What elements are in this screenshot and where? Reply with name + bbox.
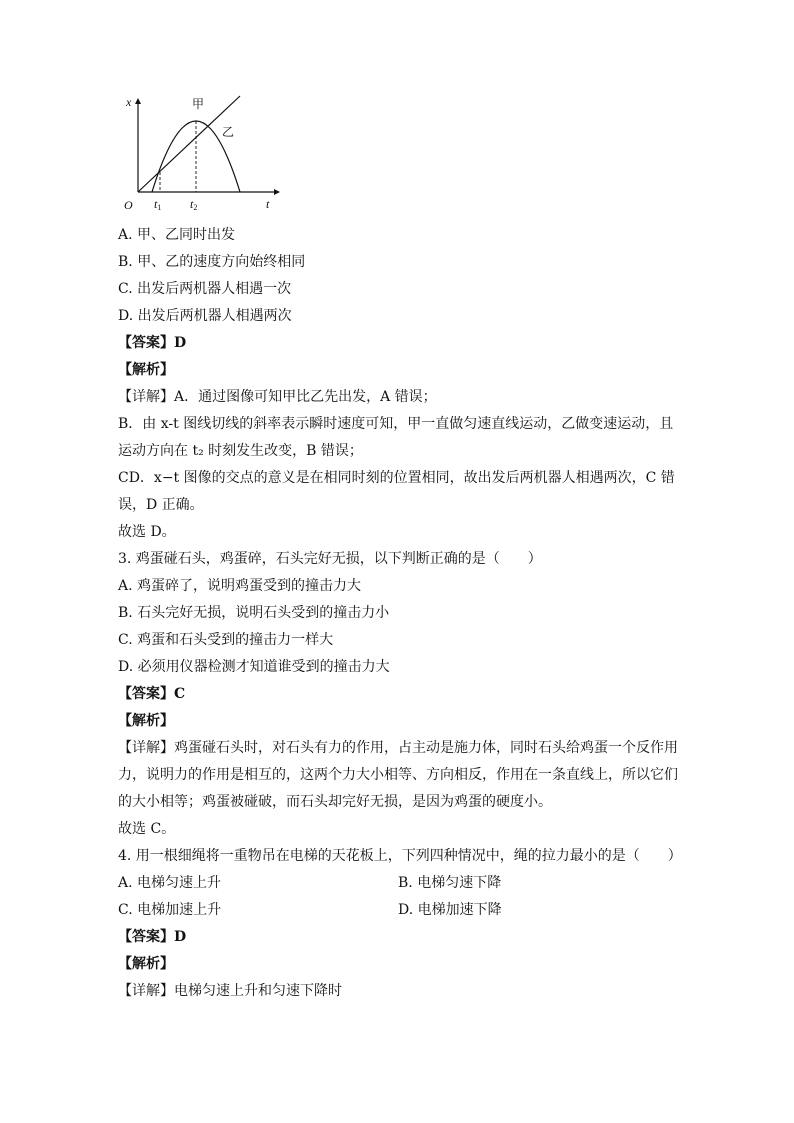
q4-options-row-1 <box>118 870 678 897</box>
q2-detail-cd-line1: CD．x−t 图像的交点的意义是在相同时刻的位置相同，故出发后两机器人相遇两次，C 错 <box>118 470 675 486</box>
label-t1: t1 <box>154 197 162 212</box>
label-yi: 乙 <box>222 125 235 139</box>
q4-detail-line1: 【详解】电梯匀速上升和匀速下降时 <box>118 983 342 999</box>
q3-answer: 【答案】C <box>118 686 186 702</box>
q2-detail-a: 【详解】A．通过图像可知甲比乙先出发，A 错误； <box>118 389 437 405</box>
x-t-graph <box>116 92 286 216</box>
q4-option-d: D. 电梯加速下降 <box>398 902 502 918</box>
q2-detail-b-line2: 运动方向在 t₂ 时刻发生改变，B 错误； <box>118 443 363 459</box>
q4-option-a: A. 电梯匀速上升 <box>118 875 222 891</box>
q2-option-a: A. 甲、乙同时出发 <box>118 227 236 243</box>
q3-detail-line2: 力，说明力的作用是相互的，这两个力大小相等、方向相反，作用在一条直线上，所以它们 <box>118 767 678 783</box>
label-origin: O <box>124 198 133 212</box>
line-jia <box>138 96 240 192</box>
q2-analysis-heading: 【解析】 <box>118 362 174 378</box>
label-jia: 甲 <box>192 97 205 111</box>
q3-option-d: D. 必须用仪器检测才知道谁受到的撞击力大 <box>118 659 390 675</box>
x-axis-arrow <box>135 98 141 104</box>
q2-option-b: B. 甲、乙的速度方向始终相同 <box>118 254 306 270</box>
q2-option-d: D. 出发后两机器人相遇两次 <box>118 308 292 324</box>
q3-option-b: B. 石头完好无损，说明石头受到的撞击力小 <box>118 605 390 621</box>
question-content <box>118 222 682 1005</box>
q3-option-c: C. 鸡蛋和石头受到的撞击力一样大 <box>118 632 334 648</box>
q3-analysis-heading: 【解析】 <box>118 713 174 729</box>
label-t2: t2 <box>190 197 198 212</box>
x-t-graph-svg <box>116 92 286 216</box>
q2-conclusion: 故选 D。 <box>118 524 176 540</box>
q4-options-row-2 <box>118 897 678 924</box>
q3-option-a: A. 鸡蛋碎了，说明鸡蛋受到的撞击力大 <box>118 578 362 594</box>
q2-detail-b-line1: B．由 x-t 图线切线的斜率表示瞬时速度可知，甲一直做匀速直线运动，乙做变速运动，且 <box>118 416 674 432</box>
t-axis-arrow <box>274 189 280 195</box>
q3-conclusion: 故选 C。 <box>118 821 176 837</box>
q4-stem: 4. 用一根细绳将一重物吊在电梯的天花板上，下列四种情况中，绳的拉力最小的是（ ） <box>118 848 682 864</box>
q3-stem: 3. 鸡蛋碰石头，鸡蛋碎，石头完好无损，以下判断正确的是（ ） <box>118 551 542 567</box>
q4-answer: 【答案】D <box>118 929 187 945</box>
q4-option-b: B. 电梯匀速下降 <box>398 875 502 891</box>
label-t-axis: t <box>266 197 270 211</box>
label-x-axis: x <box>126 95 132 109</box>
q4-analysis-heading: 【解析】 <box>118 956 174 972</box>
q2-detail-cd-line2: 误，D 正确。 <box>118 497 204 513</box>
q2-answer: 【答案】D <box>118 335 187 351</box>
q2-option-c: C. 出发后两机器人相遇一次 <box>118 281 292 297</box>
q4-option-c: C. 电梯加速上升 <box>118 902 222 918</box>
q3-detail-line3: 的大小相等；鸡蛋被碰破，而石头却完好无损，是因为鸡蛋的硬度小。 <box>118 794 552 810</box>
q3-detail-line1: 【详解】鸡蛋碰石头时，对石头有力的作用，占主动是施力体，同时石头给鸡蛋一个反作用 <box>118 740 678 756</box>
